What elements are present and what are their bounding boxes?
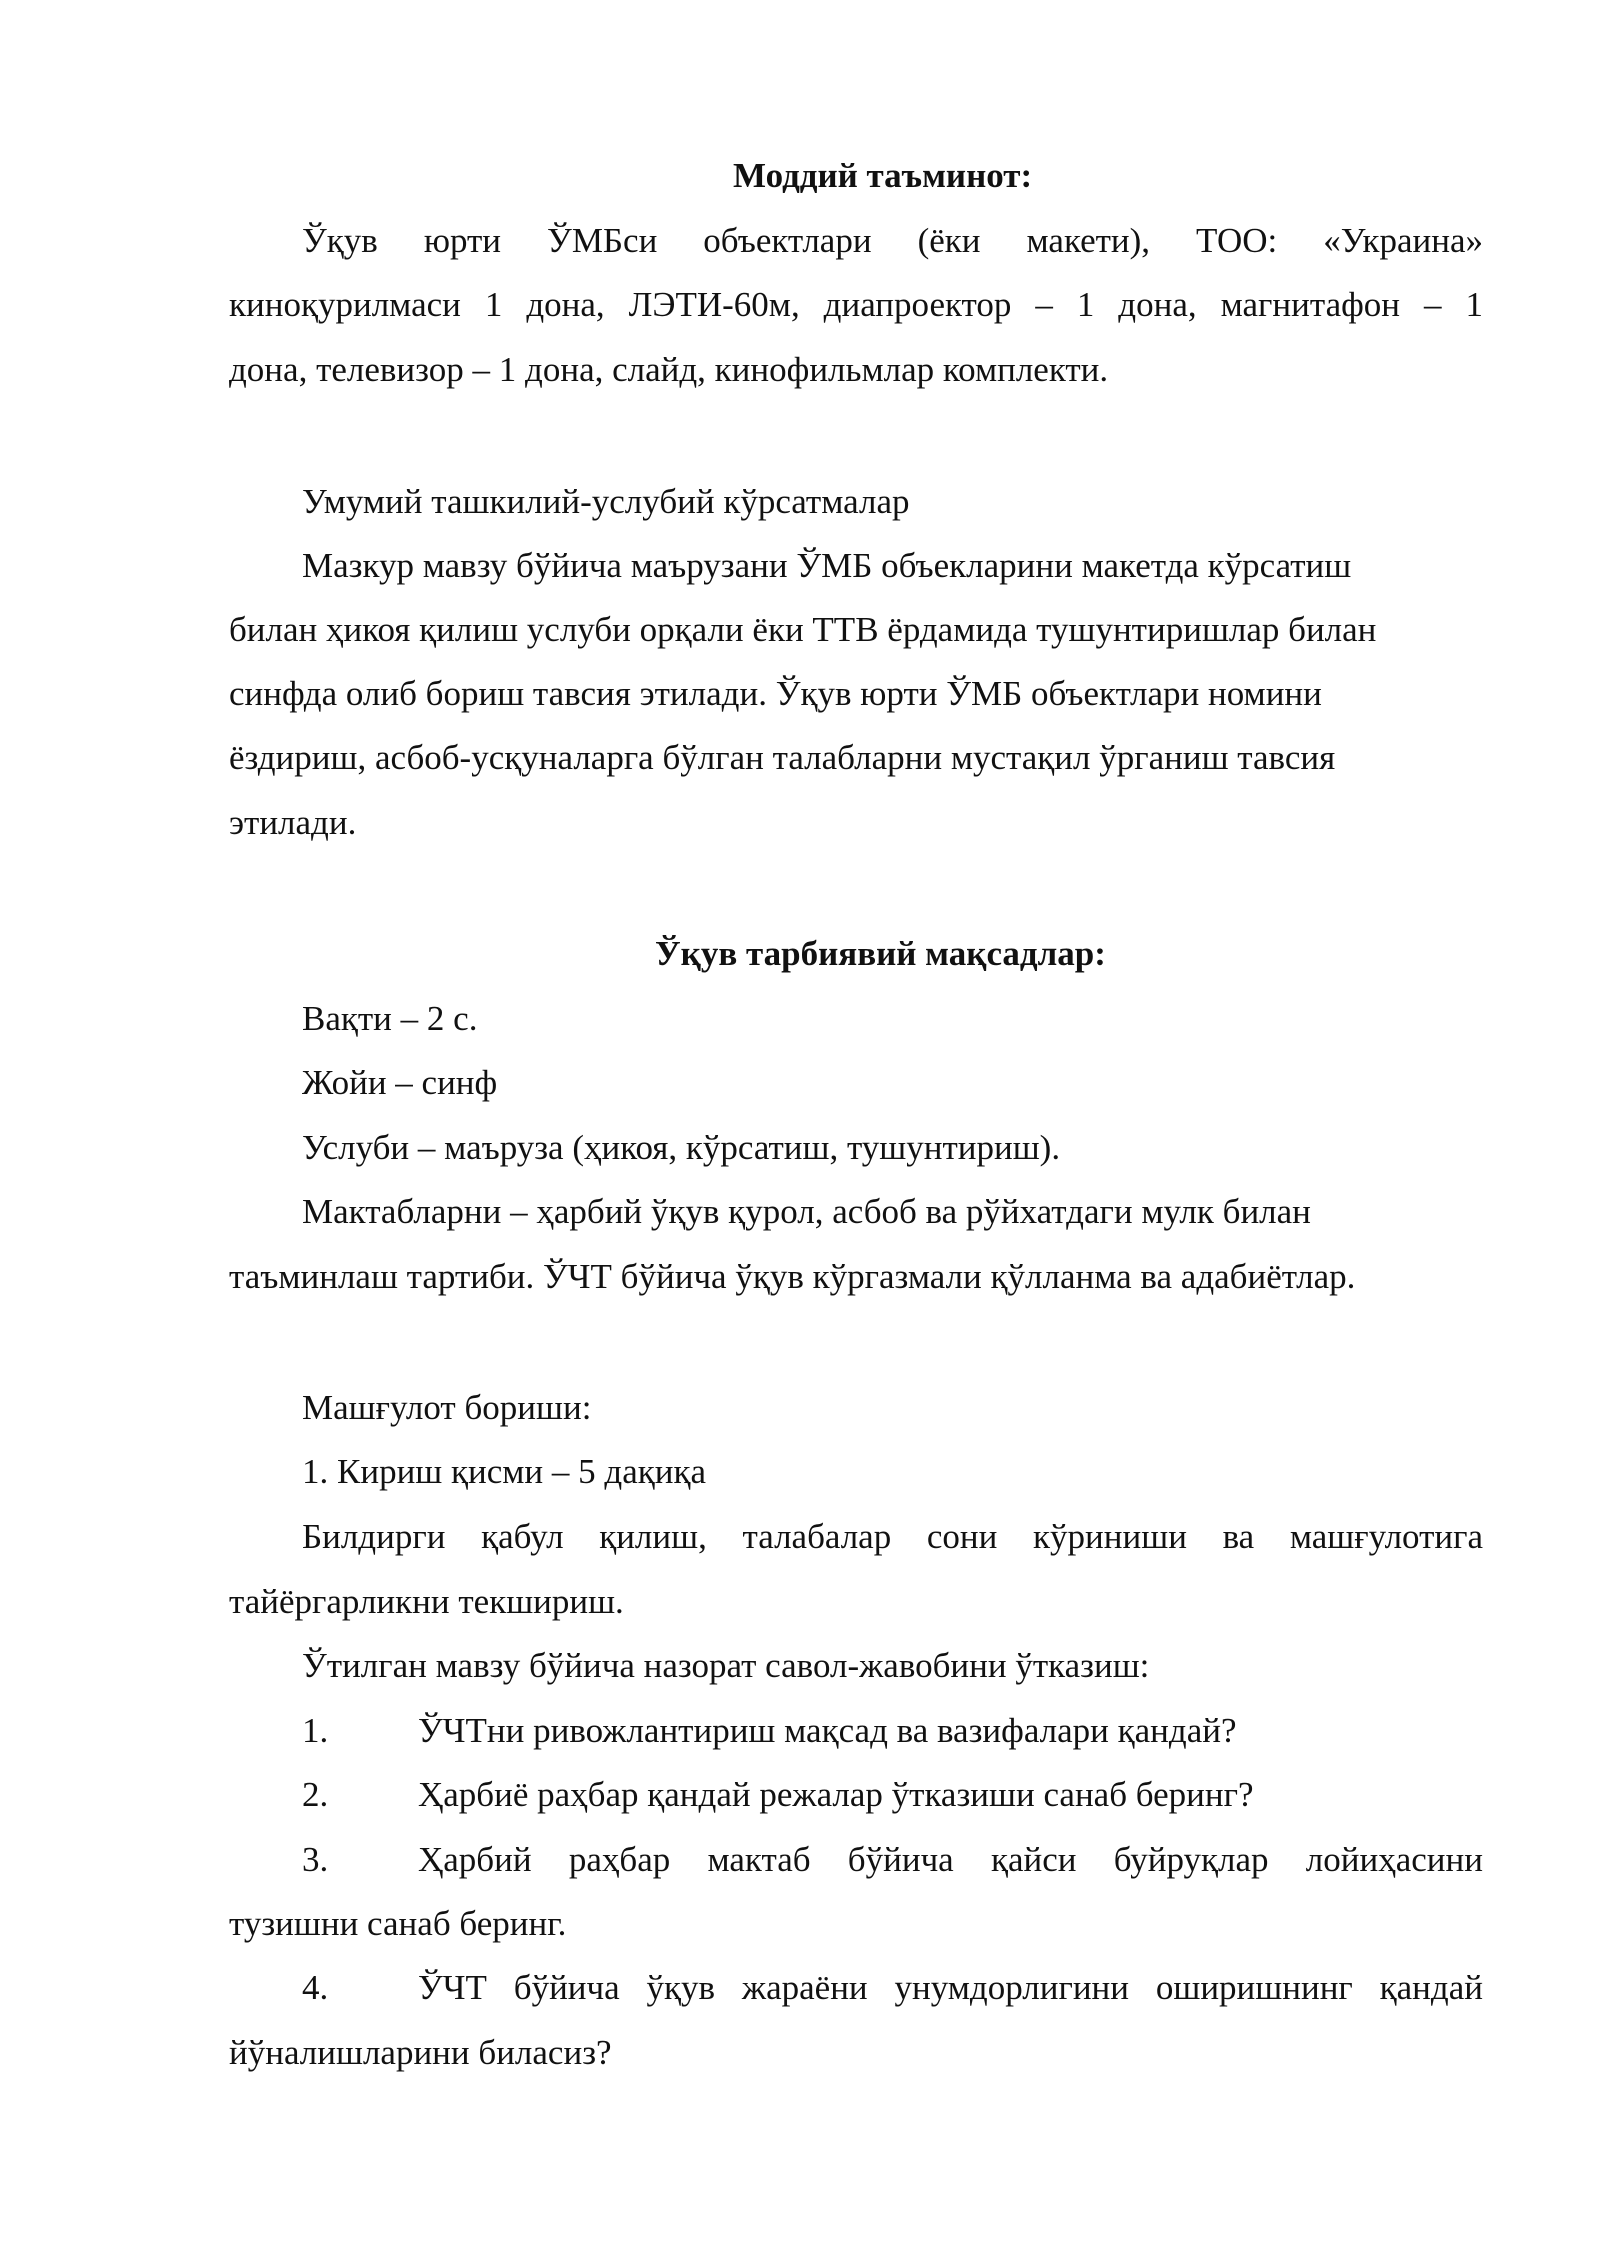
paragraph-line: Жойи – синф <box>302 1063 498 1102</box>
question-text: Ҳарбий раҳбар мактаб бўйича қайси буйруқлар лойиҳасини <box>418 1840 1483 1879</box>
paragraph-line: Ўтилган мавзу бўйича назорат савол-жавобини ўтказиш: <box>302 1646 1150 1685</box>
paragraph-line: дона, телевизор – 1 дона, слайд, кинофильмлар комплекти. <box>229 350 1109 389</box>
paragraph-line: таъминлаш тартиби. ЎЧТ бўйича ўқув кўргазмали қўлланма ва адабиётлар. <box>229 1257 1356 1296</box>
paragraph-line: ёздириш, асбоб-усқуналарга бўлган талабларни мустақил ўрганиш тавсия <box>229 738 1336 777</box>
paragraph-line: Билдирги қабул қилиш, талабалар сони кўриниши ва машғулотига <box>302 1517 1483 1556</box>
paragraph-line: Мактабларни – ҳарбий ўқув қурол, асбоб ва рўйхатдаги мулк билан <box>302 1192 1311 1231</box>
paragraph-line: Услуби – маъруза (ҳикоя, кўрсатиш, тушунтириш). <box>302 1128 1061 1167</box>
question-text: ЎЧТни ривожлантириш мақсад ва вазифалари қандай? <box>418 1711 1237 1750</box>
section-heading-guidelines: Умумий ташкилий-услубий кўрсатмалар <box>302 482 910 521</box>
question-text: йўналишларини биласиз? <box>229 2033 612 2072</box>
paragraph-line: билан ҳикоя қилиш услуби орқали ёки ТТВ ёрдамида тушунтиришлар билан <box>229 610 1377 649</box>
question-text: тузишни санаб беринг. <box>229 1904 567 1943</box>
section-heading-lesson-course: Машғулот бориши: <box>302 1388 592 1427</box>
question-number: 3. <box>302 1840 329 1879</box>
paragraph-line: синфда олиб бориш тавсия этилади. Ўқув юрти ЎМБ объектлари номини <box>229 674 1322 713</box>
paragraph-line: Ўқув юрти ЎМБси объектлари (ёки макети), ТОО: «Украина» <box>302 221 1483 260</box>
section-title-material: Моддий таъминот: <box>733 156 1033 195</box>
section-title-objectives: Ўқув тарбиявий мақсадлар: <box>655 934 1106 973</box>
paragraph-line: 1. Кириш қисми – 5 дақиқа <box>302 1452 707 1491</box>
paragraph-line: тайёргарликни текшириш. <box>229 1582 624 1621</box>
paragraph-line: этилади. <box>229 803 357 842</box>
question-text: Ҳарбиё раҳбар қандай режалар ўтказиши санаб беринг? <box>418 1775 1254 1814</box>
question-text: ЎЧТ бўйича ўқув жараёни унумдорлигини оширишнинг қандай <box>418 1968 1483 2007</box>
question-number: 1. <box>302 1711 329 1750</box>
question-number: 2. <box>302 1775 329 1814</box>
paragraph-line: Вақти – 2 с. <box>302 999 478 1038</box>
paragraph-line: Мазкур мавзу бўйича маърузани ЎМБ объекларини макетда кўрсатиш <box>302 546 1352 585</box>
question-number: 4. <box>302 1968 329 2007</box>
paragraph-line: киноқурилмаси 1 дона, ЛЭТИ-60м, диапроектор – 1 дона, магнитафон – 1 <box>229 285 1483 324</box>
